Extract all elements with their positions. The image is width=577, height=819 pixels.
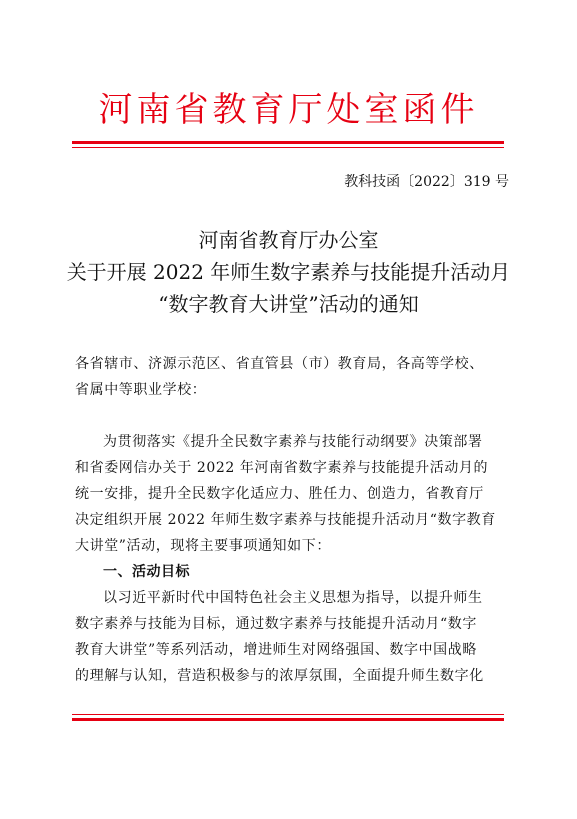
intro-line-4: 决定组织开展 2022 年师生数字素养与技能提升活动月“数字教育	[75, 512, 496, 528]
intro-line-3: 统一安排，提升全民数字化适应力、胜任力、创造力，省教育厅	[75, 486, 484, 502]
footer-rule-thin	[72, 714, 504, 715]
notice-title	[0, 224, 577, 320]
section-heading-goals: 一、活动目标	[103, 564, 190, 580]
addressee	[75, 351, 503, 403]
intro-line-5: 大讲堂”活动，现将主要事项通知如下：	[75, 538, 331, 554]
goals-line-2: 数字素养与技能为目标，通过数字素养与技能提升活动月“数字	[75, 616, 477, 632]
footer-rule-thick	[72, 718, 504, 721]
intro-paragraph	[75, 429, 503, 559]
intro-line-1: 为贯彻落实《提升全民数字素养与技能行动纲要》决策部署	[103, 434, 483, 450]
title-line-3: “数字教育大讲堂”活动的通知	[158, 292, 419, 316]
title-line-2: 关于开展 2022 年师生数字素养与技能提升活动月	[66, 260, 511, 284]
letterhead-rule-thick	[72, 141, 504, 144]
title-line-1: 河南省教育厅办公室	[198, 228, 379, 252]
letterhead-rule-thin	[72, 147, 504, 148]
goals-line-1: 以习近平新时代中国特色社会主义思想为指导，以提升师生	[103, 590, 483, 606]
addressee-line-1: 各省辖市、济源示范区、省直管县（市）教育局，各高等学校、	[75, 356, 484, 372]
goals-line-3: 教育大讲堂”等系列活动，增进师生对网络强国、数字中国战略	[75, 642, 477, 658]
goals-paragraph	[75, 585, 503, 689]
goals-line-4: 的理解与认知，营造积极参与的浓厚氛围，全面提升师生数字化	[75, 668, 484, 684]
addressee-line-2: 省属中等职业学校：	[75, 382, 207, 398]
document-number: 教科技函〔2022〕319 号	[344, 174, 509, 190]
letterhead-title: 河南省教育厅处室函件	[98, 90, 479, 130]
intro-line-2: 和省委网信办关于 2022 年河南省数字素养与技能提升活动月的	[75, 460, 489, 476]
